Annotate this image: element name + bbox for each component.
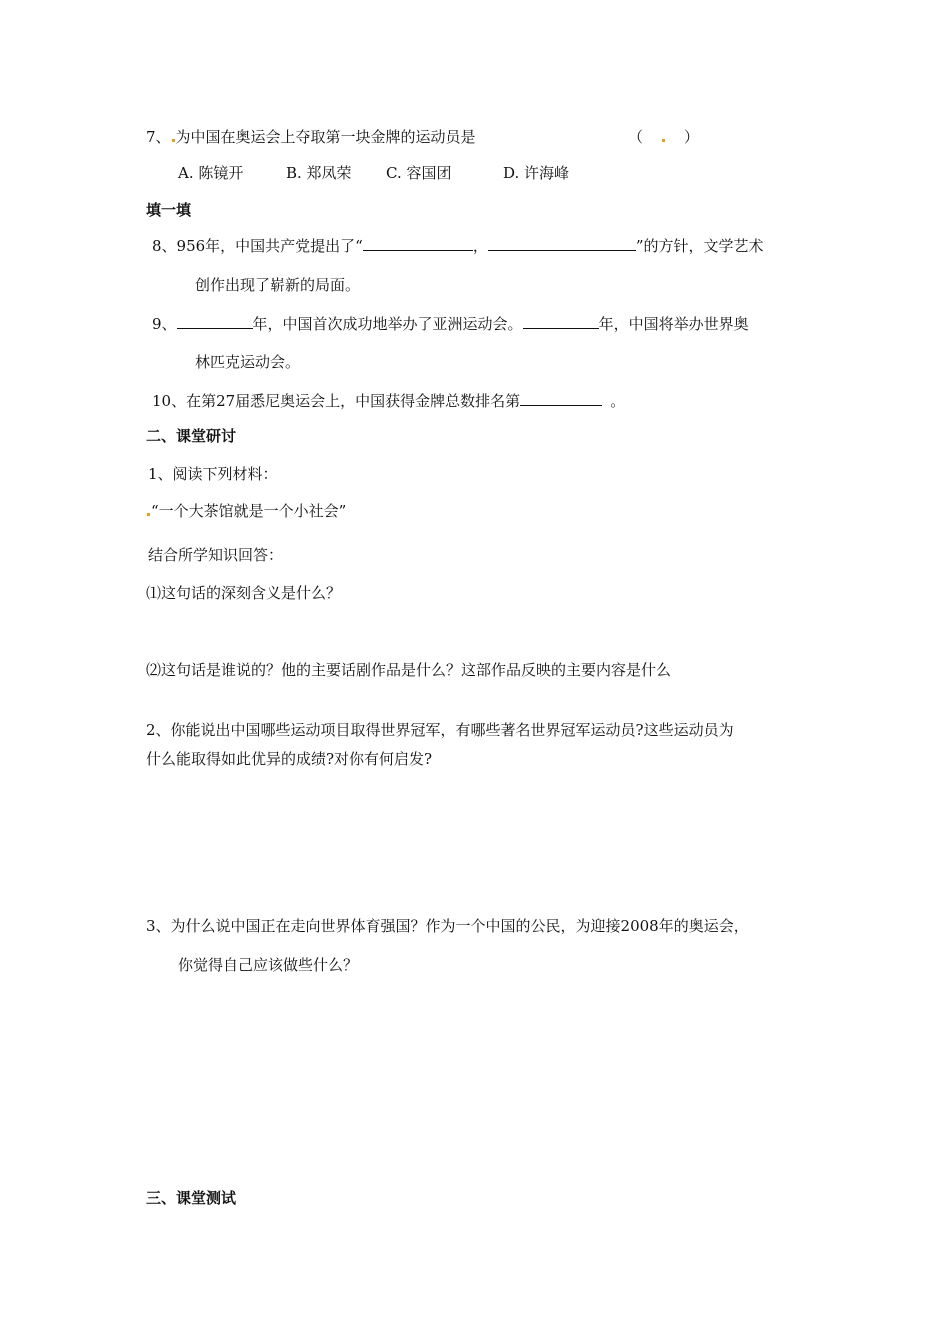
section2-item1-instruction: 结合所学知识回答： bbox=[148, 546, 284, 564]
q8-comma: ， bbox=[472, 237, 488, 255]
q8-line2: 创作出现了崭新的局面。 bbox=[195, 276, 361, 294]
section2-title: 二、课堂研讨 bbox=[146, 427, 237, 445]
q10-line bbox=[152, 390, 625, 411]
q10-prefix: 10、在第27届悉尼奥运会上，中国获得金牌总数排名第 bbox=[152, 392, 521, 410]
section2-item3-line2: 你觉得自己应该做些什么？ bbox=[178, 956, 359, 974]
q7-number: 7、 bbox=[146, 128, 171, 146]
q7-answer-bracket bbox=[628, 127, 699, 147]
section2-item2-line1: 2、你能说出中国哪些运动项目取得世界冠军，有哪些著名世界冠军运动员?这些运动员为 bbox=[146, 721, 734, 739]
q9-suffix: 年，中国将举办世界奥 bbox=[598, 315, 749, 333]
q9-blank-1 bbox=[177, 313, 253, 329]
q7-option-b: B. 郑凤荣 bbox=[286, 164, 352, 182]
q7-text: 为中国在奥运会上夺取第一块金牌的运动员是 bbox=[175, 128, 476, 146]
q8-blank-1 bbox=[363, 235, 473, 251]
q10-suffix: 。 bbox=[610, 392, 626, 410]
section2-item1-sub2: ⑵这句话是谁说的？他的主要话剧作品是什么？这部作品反映的主要内容是什么 bbox=[146, 661, 672, 679]
q8-suffix: ”的方针，文学艺术 bbox=[635, 237, 764, 255]
q10-blank bbox=[520, 390, 602, 406]
section2-item2-line2: 什么能取得如此优异的成绩?对你有何启发? bbox=[146, 750, 433, 768]
q9-blank-2 bbox=[523, 313, 599, 329]
mark-dot bbox=[662, 139, 665, 142]
mark-dot bbox=[172, 139, 175, 142]
section2-item3-line1: 3、为什么说中国正在走向世界体育强国？作为一个中国的公民，为迎接2008年的奥运会， bbox=[146, 917, 749, 935]
q9-line2: 林匹克运动会。 bbox=[195, 353, 301, 371]
quote-text: “一个大茶馆就是一个小社会” bbox=[151, 502, 347, 520]
fill-section-title: 填一填 bbox=[146, 201, 192, 219]
q9-prefix: 9、 bbox=[152, 315, 177, 333]
q7-option-c: C. 容国团 bbox=[386, 164, 452, 182]
section2-item1-quote bbox=[146, 501, 346, 521]
section3-title: 三、课堂测试 bbox=[146, 1189, 237, 1207]
q8-line1 bbox=[152, 235, 764, 256]
bracket-open: （ bbox=[628, 128, 644, 146]
q7-stem bbox=[146, 127, 476, 147]
q8-prefix: 8、956年，中国共产党提出了“ bbox=[152, 237, 363, 255]
q8-blank-2 bbox=[488, 235, 636, 251]
bracket-close: ） bbox=[684, 128, 700, 146]
mark-dot bbox=[147, 513, 150, 516]
section2-item1-title: 1、阅读下列材料： bbox=[148, 465, 278, 483]
q7-option-d: D. 许海峰 bbox=[503, 164, 570, 182]
q9-mid: 年，中国首次成功地举办了亚洲运动会。 bbox=[252, 315, 523, 333]
q7-option-a: A. 陈镜开 bbox=[178, 164, 244, 182]
q7-options bbox=[178, 163, 569, 183]
q9-line1 bbox=[152, 313, 749, 334]
section2-item1-sub1: ⑴这句话的深刻含义是什么？ bbox=[146, 584, 342, 602]
